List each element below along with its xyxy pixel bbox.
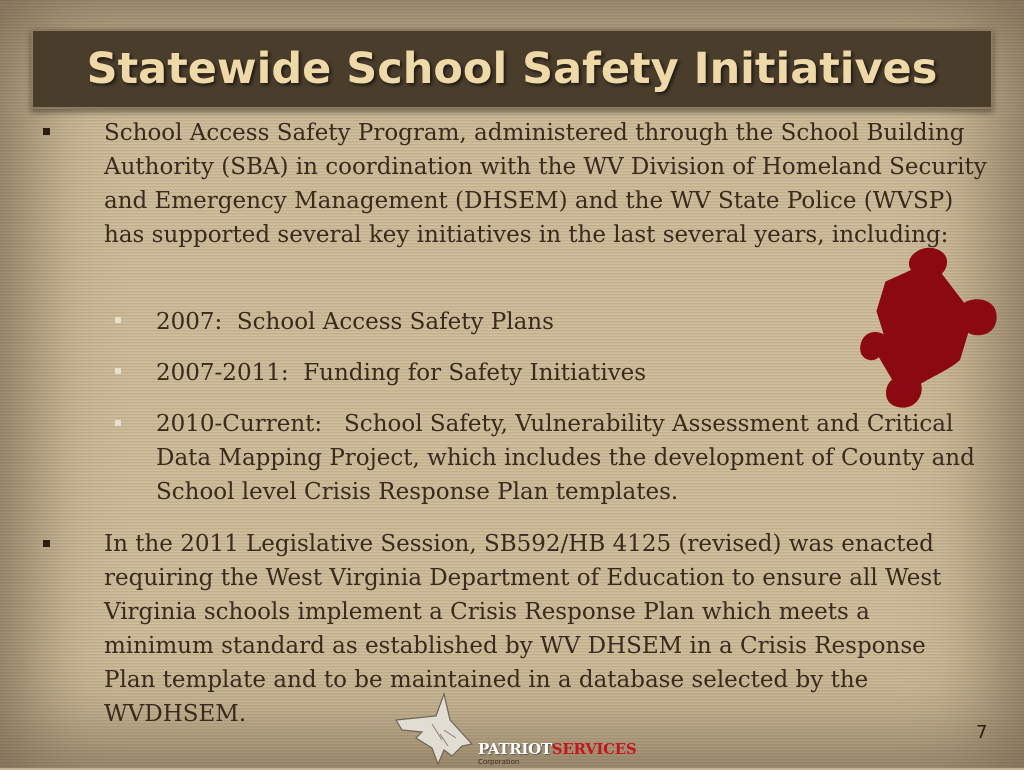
- logo-name: [478, 740, 636, 758]
- square-bullet-icon: [115, 420, 121, 426]
- logo-subtitle: Corporation: [478, 758, 520, 766]
- square-bullet-icon: [115, 317, 121, 323]
- square-bullet-icon: [115, 368, 121, 374]
- square-bullet-icon: [43, 540, 50, 547]
- sub-bullet-text-1: 2007: School Access Safety Plans: [156, 309, 554, 335]
- logo-name-part1: PATRIOT: [478, 740, 552, 758]
- sub-bullet-text-2: 2007-2011: Funding for Safety Initiatives: [156, 360, 647, 386]
- eagle-icon: [392, 690, 478, 766]
- bullet-text-1: School Access Safety Program, administered through the School Building Authority (SBA) in coordination with the WV Division of Homeland Security and Emergency Management (DHSEM) and the WV State Police (WVSP) has supported several key initiatives in the last several years, including:: [104, 120, 987, 248]
- square-bullet-icon: [43, 128, 50, 135]
- page-number: 7: [976, 722, 988, 743]
- slide-title: Statewide School Safety Initiatives: [86, 44, 938, 94]
- company-logo: [392, 690, 642, 766]
- bullet-text-2: In the 2011 Legislative Session, SB592/HB 4125 (revised) was enacted requiring the West Virginia Department of Education to ensure all West Virginia schools implement a Crisis Response Plan which meets a minimum standard as established by WV DHSEM in a Crisis Response Plan template and to be maintained in a database selected by the WVDHSEM.: [104, 531, 942, 727]
- sub-bullet-text-3: 2010-Current: School Safety, Vulnerability Assessment and Critical Data Mapping Project, which includes the development of County and School level Crisis Response Plan templates.: [156, 411, 983, 505]
- logo-name-part2: SERVICES: [551, 740, 637, 758]
